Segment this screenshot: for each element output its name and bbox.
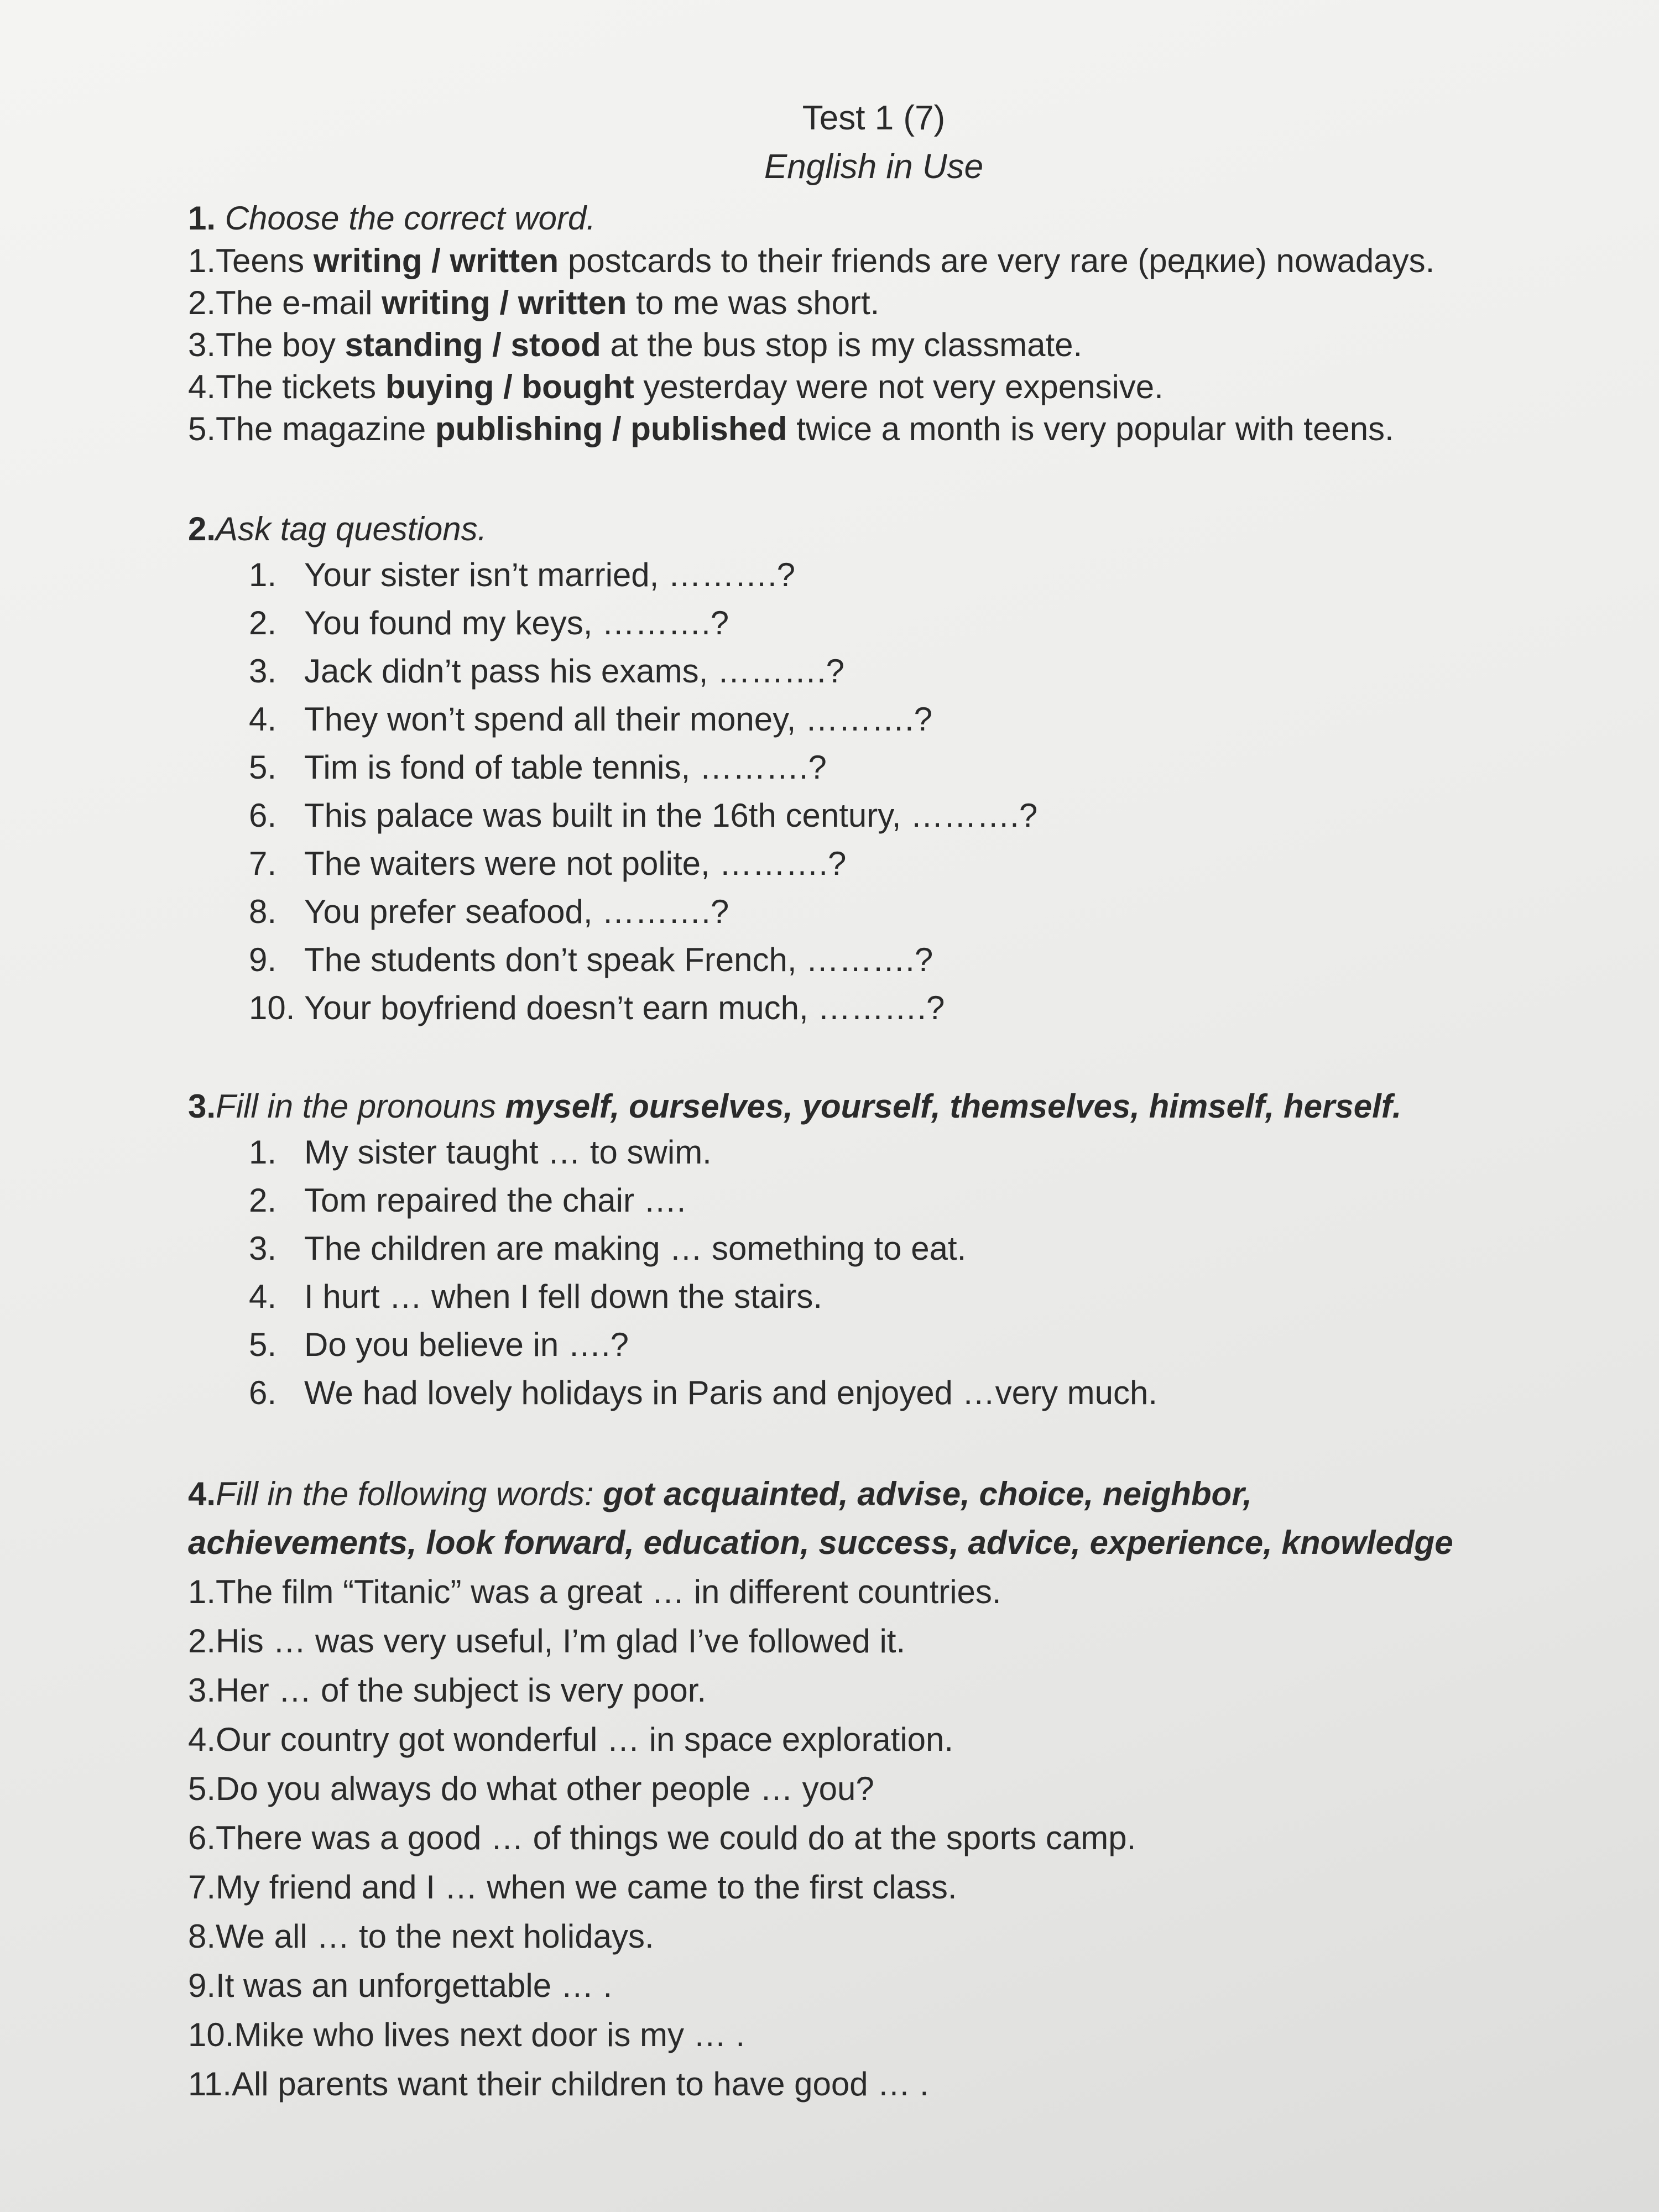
item-text: We had lovely holidays in Paris and enjoyed …very much. bbox=[304, 1374, 1158, 1411]
item-number: 2. bbox=[249, 604, 277, 641]
section-1-instruction: Choose the correct word. bbox=[216, 200, 596, 237]
item-text: Your boyfriend doesn’t earn much, ……….? bbox=[304, 989, 945, 1026]
item-text: Tom repaired the chair …. bbox=[304, 1182, 686, 1219]
section-3-word-bank: myself, ourselves, yourself, themselves, himself, herself. bbox=[505, 1088, 1402, 1125]
item-number: 10. bbox=[249, 989, 295, 1026]
s4-item-10: 10.Mike who lives next door is my … . bbox=[188, 2016, 745, 2053]
item-text-after: twice a month is very popular with teens. bbox=[787, 410, 1394, 447]
item-text: Do you believe in ….? bbox=[304, 1326, 629, 1363]
section-4-heading bbox=[188, 1470, 1604, 1519]
word-choice: publishing / published bbox=[435, 410, 787, 447]
s3-item-4 bbox=[249, 1272, 1604, 1321]
item-number: 5. bbox=[249, 749, 277, 786]
item-number: 3. bbox=[249, 1230, 277, 1267]
section-4-instruction: Fill in the following words: bbox=[216, 1475, 603, 1512]
section-4-heading-line-2 bbox=[188, 1519, 1604, 1567]
s4-item-11: 11.All parents want their children to have good … . bbox=[188, 2065, 929, 2103]
item-text: I hurt … when I fell down the stairs. bbox=[304, 1278, 823, 1315]
item-text-before: 1.Teens bbox=[188, 242, 314, 279]
item-text: Your sister isn’t married, ……….? bbox=[304, 556, 796, 593]
item-text: Tim is fond of table tennis, ……….? bbox=[304, 749, 827, 786]
item-number: 9. bbox=[249, 941, 277, 978]
s2-item-9 bbox=[249, 936, 1604, 984]
s2-item-2 bbox=[249, 599, 1604, 647]
item-text: They won’t spend all their money, ……….? bbox=[304, 701, 933, 738]
section-4-number: 4. bbox=[188, 1475, 216, 1512]
s1-item-5 bbox=[188, 408, 1604, 450]
word-choice: standing / stood bbox=[345, 326, 601, 363]
section-3-number: 3. bbox=[188, 1088, 216, 1125]
item-number: 1. bbox=[249, 556, 277, 593]
page-title: Test 1 (7) bbox=[802, 99, 946, 137]
section-3 bbox=[188, 1085, 1604, 1417]
page-subtitle: English in Use bbox=[764, 148, 984, 186]
s2-item-4 bbox=[249, 695, 1604, 743]
item-number: 6. bbox=[249, 797, 277, 834]
s2-item-8 bbox=[249, 888, 1604, 936]
item-text: This palace was built in the 16th century, ……….? bbox=[304, 797, 1038, 834]
word-choice: writing / written bbox=[382, 284, 627, 321]
section-2-number: 2. bbox=[188, 510, 216, 547]
word-choice: buying / bought bbox=[385, 368, 634, 405]
item-number: 5. bbox=[249, 1326, 277, 1363]
item-text: You found my keys, ……….? bbox=[304, 604, 729, 641]
s2-item-5 bbox=[249, 743, 1604, 791]
section-3-heading bbox=[188, 1085, 1604, 1128]
s4-item-7: 7.My friend and I … when we came to the first class. bbox=[188, 1869, 957, 1906]
s4-item-2: 2.His … was very useful, I’m glad I’ve followed it. bbox=[188, 1623, 906, 1660]
s4-item-6: 6.There was a good … of things we could do at the sports camp. bbox=[188, 1819, 1136, 1856]
s4-item-3: 3.Her … of the subject is very poor. bbox=[188, 1672, 707, 1709]
section-1-number: 1. bbox=[188, 200, 216, 237]
s4-item-9: 9.It was an unforgettable … . bbox=[188, 1967, 613, 2004]
item-text: The children are making … something to eat. bbox=[304, 1230, 967, 1267]
item-text-before: 4.The tickets bbox=[188, 368, 385, 405]
s2-item-1 bbox=[249, 551, 1604, 599]
section-4-word-bank-line-2: achievements, look forward, education, success, advice, experience, knowledge bbox=[188, 1524, 1453, 1561]
item-text: The waiters were not polite, ……….? bbox=[304, 845, 847, 882]
s4-item-8: 8.We all … to the next holidays. bbox=[188, 1918, 654, 1955]
item-text: You prefer seafood, ……….? bbox=[304, 893, 729, 930]
item-text: My sister taught … to swim. bbox=[304, 1134, 712, 1171]
s1-item-3 bbox=[188, 324, 1604, 366]
word-choice: writing / written bbox=[313, 242, 559, 279]
section-1 bbox=[188, 197, 1604, 450]
item-number: 8. bbox=[249, 893, 277, 930]
item-number: 1. bbox=[249, 1134, 277, 1171]
s4-item-5: 5.Do you always do what other people … you? bbox=[188, 1770, 874, 1807]
s1-item-2 bbox=[188, 282, 1604, 324]
section-2-heading bbox=[188, 508, 1604, 551]
s3-item-5 bbox=[249, 1321, 1604, 1369]
item-text-after: postcards to their friends are very rare (редкие) nowadays. bbox=[559, 242, 1435, 279]
s3-item-6 bbox=[249, 1369, 1604, 1417]
item-number: 4. bbox=[249, 1278, 277, 1315]
s2-item-7 bbox=[249, 839, 1604, 888]
section-2 bbox=[188, 508, 1604, 1032]
item-number: 2. bbox=[249, 1182, 277, 1219]
item-text-before: 3.The boy bbox=[188, 326, 345, 363]
section-3-instruction: Fill in the pronouns bbox=[216, 1088, 505, 1125]
section-2-list bbox=[188, 551, 1604, 1032]
s2-item-10 bbox=[249, 984, 1604, 1032]
worksheet bbox=[188, 94, 1604, 2109]
item-text-before: 2.The e-mail bbox=[188, 284, 382, 321]
item-text: Jack didn’t pass his exams, ……….? bbox=[304, 653, 845, 690]
item-text-after: to me was short. bbox=[627, 284, 880, 321]
item-number: 7. bbox=[249, 845, 277, 882]
section-1-heading bbox=[188, 197, 1604, 240]
section-3-list bbox=[188, 1128, 1604, 1417]
item-number: 4. bbox=[249, 701, 277, 738]
s1-item-4 bbox=[188, 366, 1604, 408]
s3-item-3 bbox=[249, 1224, 1604, 1272]
section-4 bbox=[188, 1470, 1604, 2109]
s2-item-6 bbox=[249, 791, 1604, 839]
item-text-after: yesterday were not very expensive. bbox=[634, 368, 1164, 405]
s1-item-1 bbox=[188, 240, 1604, 282]
s3-item-2 bbox=[249, 1176, 1604, 1224]
item-number: 3. bbox=[249, 653, 277, 690]
item-text: The students don’t speak French, ……….? bbox=[304, 941, 933, 978]
section-2-instruction: Ask tag questions. bbox=[216, 510, 487, 547]
item-number: 6. bbox=[249, 1374, 277, 1411]
s3-item-1 bbox=[249, 1128, 1604, 1176]
s4-item-1: 1.The film “Titanic” was a great … in different countries. bbox=[188, 1573, 1001, 1610]
s4-item-4: 4.Our country got wonderful … in space exploration. bbox=[188, 1721, 954, 1758]
s2-item-3 bbox=[249, 647, 1604, 695]
item-text-before: 5.The magazine bbox=[188, 410, 435, 447]
item-text-after: at the bus stop is my classmate. bbox=[601, 326, 1083, 363]
section-4-word-bank-line-1: got acquainted, advise, choice, neighbor, bbox=[603, 1475, 1252, 1512]
